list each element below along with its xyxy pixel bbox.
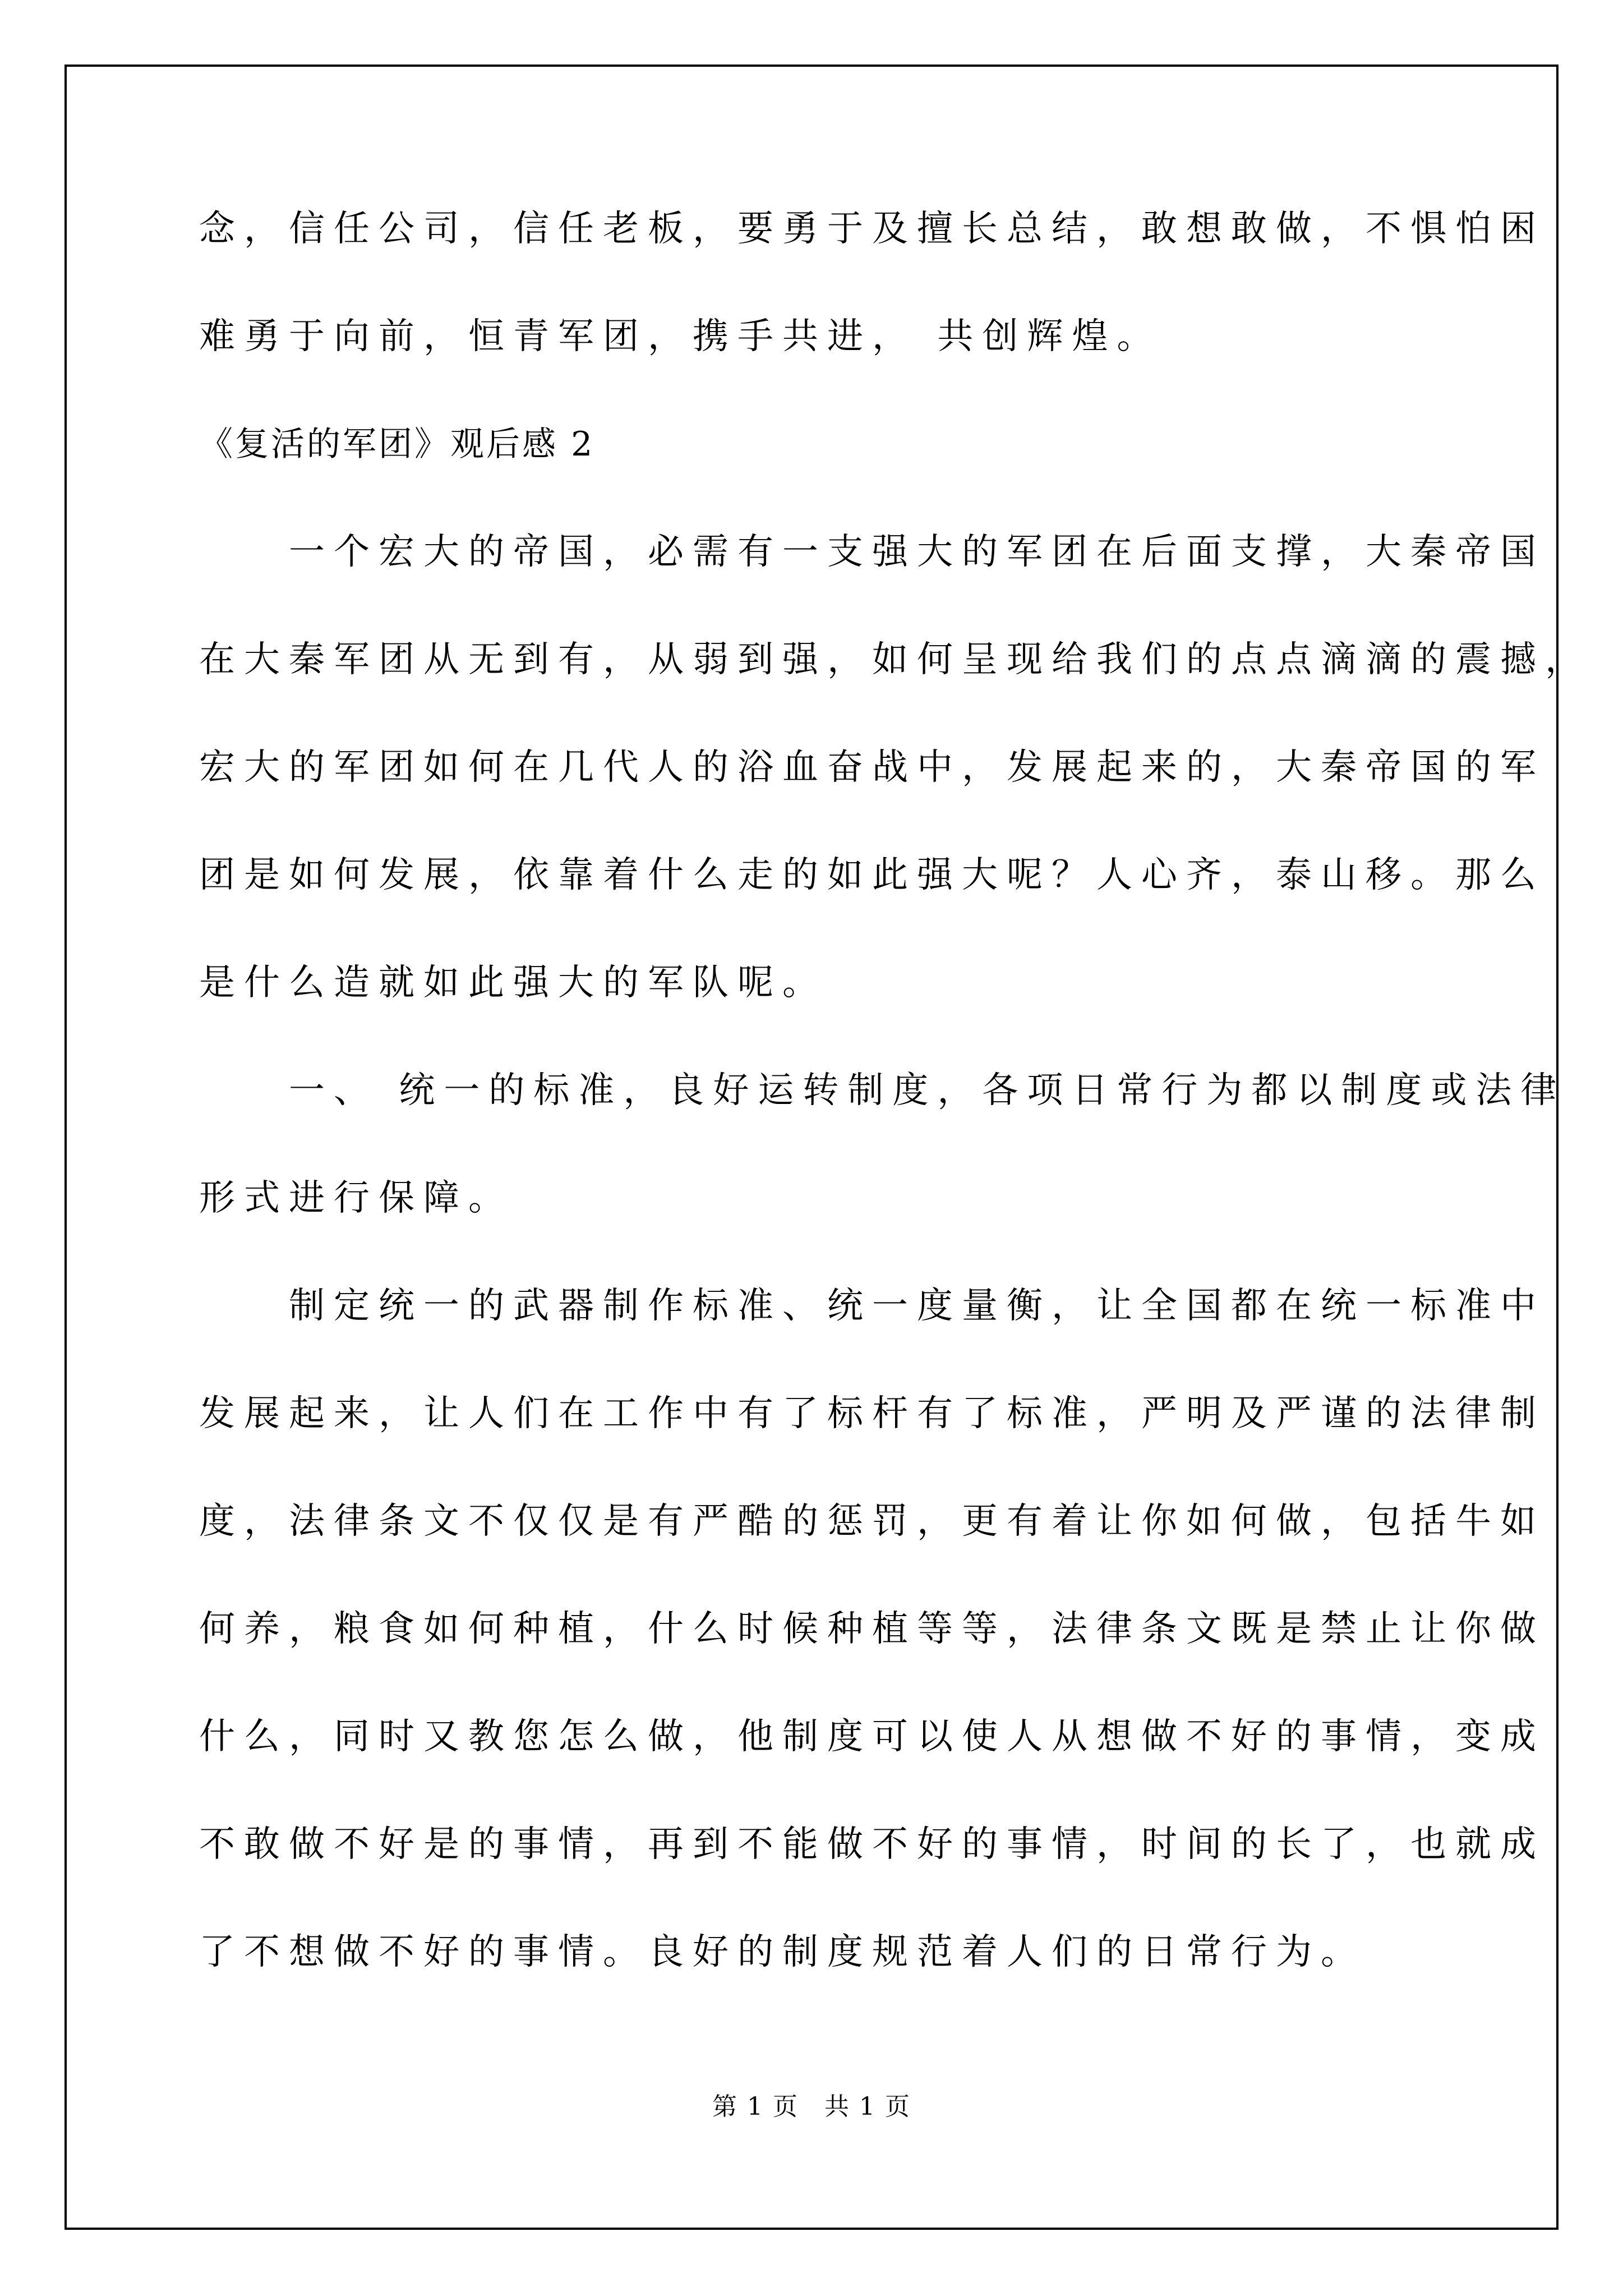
- text-line: 何养，粮食如何种植，什么时候种植等等，法律条文既是禁止让你做: [199, 1608, 1545, 1650]
- text-line: 度，法律条文不仅仅是有严酷的惩罚，更有着让你如何做，包括牛如: [199, 1501, 1545, 1542]
- text-line: 念，信任公司，信任老板，要勇于及擅长总结，敢想敢做，不惧怕困: [199, 208, 1545, 250]
- text-line: 宏大的军团如何在几代人的浴血奋战中，发展起来的，大秦帝国的军: [199, 747, 1545, 788]
- page-number-footer: 第 1 页 共 1 页: [712, 2092, 911, 2121]
- text-line: 难勇于向前，恒青军团，携手共进， 共创辉煌。: [199, 316, 1162, 357]
- section-title: 《复活的军团》观后感 2: [199, 425, 595, 464]
- text-line: 在大秦军团从无到有，从弱到强，如何呈现给我们的点点滴滴的震撼，: [199, 639, 1590, 680]
- text-line: 团是如何发展，依靠着什么走的如此强大呢？人心齐，泰山移。那么: [199, 854, 1545, 896]
- text-line: 了不想做不好的事情。良好的制度规范着人们的日常行为。: [199, 1931, 1366, 1973]
- text-line: 一个宏大的帝国，必需有一支强大的军团在后面支撑，大秦帝国: [199, 531, 1545, 573]
- text-line: 是什么造就如此强大的军队呢。: [199, 962, 827, 1004]
- text-line: 不敢做不好是的事情，再到不能做不好的事情，时间的长了，也就成: [199, 1824, 1545, 1865]
- text-line: 什么，同时又教您怎么做，他制度可以使人从想做不好的事情，变成: [199, 1716, 1545, 1757]
- text-line: 制定统一的武器制作标准、统一度量衡，让全国都在统一标准中: [199, 1285, 1545, 1327]
- text-line: 发展起来，让人们在工作中有了标杆有了标准，严明及严谨的法律制: [199, 1393, 1545, 1434]
- text-line: 形式进行保障。: [199, 1177, 513, 1219]
- text-line: 一、 统一的标准，良好运转制度，各项日常行为都以制度或法律: [199, 1070, 1566, 1111]
- document-body: [199, 202, 1590, 1979]
